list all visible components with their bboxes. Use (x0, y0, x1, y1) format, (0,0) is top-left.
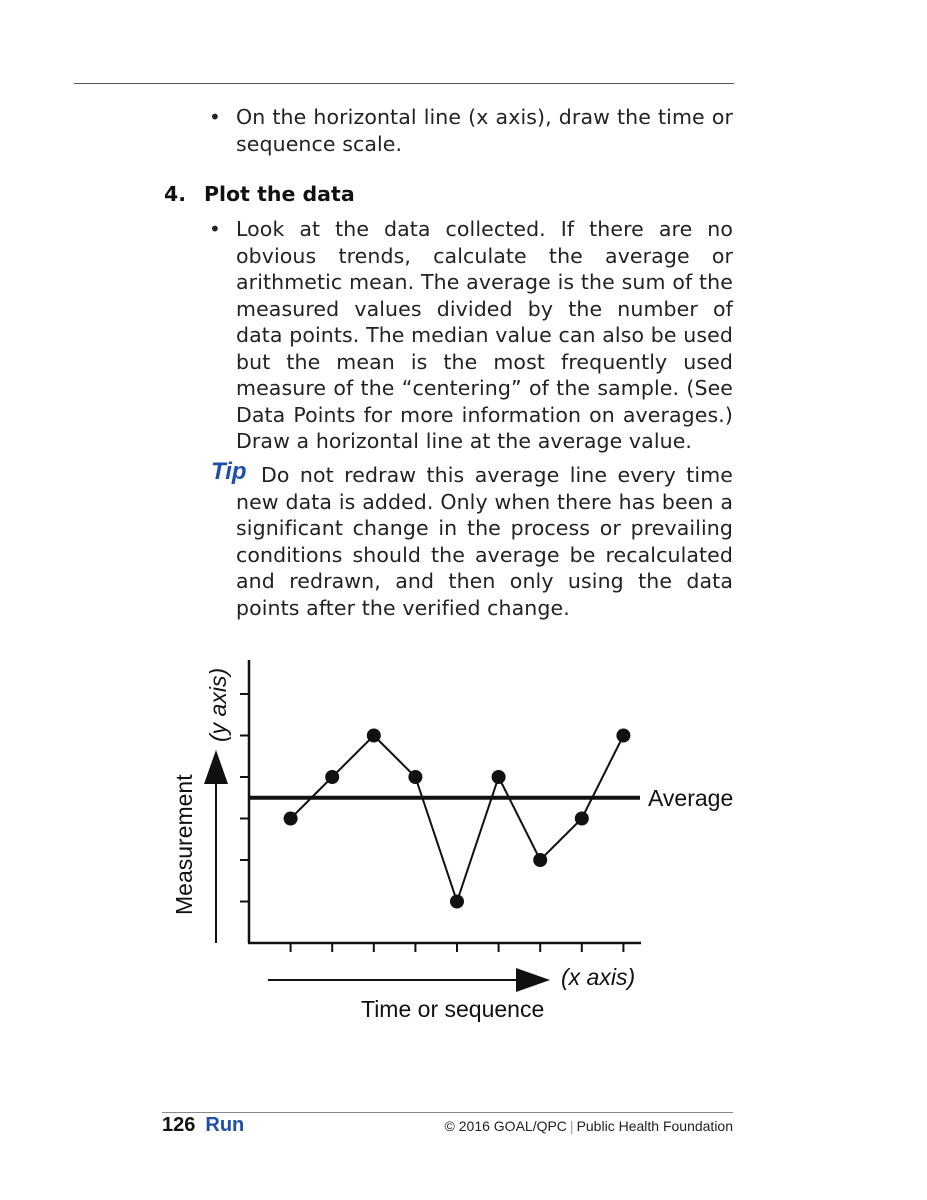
tip-text: Do not redraw this average line every time new data is added. Only when there has been a significant change in the process or prevailing conditions should the average be recalculated and redrawn, and then only using the data points after the verified change. (236, 463, 733, 620)
data-point (616, 729, 630, 743)
x-axis-label: Time or sequence (361, 996, 545, 1022)
x-axis-sub-label: (x axis) (561, 964, 636, 990)
chart-axes (171, 660, 641, 1022)
y-axis-sub-label: (y axis) (205, 667, 231, 742)
bullet-x-axis-text: On the horizontal line (x axis), draw the time or sequence scale. (236, 105, 733, 156)
copyright-text: © 2016 GOAL/QPC (444, 1118, 567, 1134)
data-point (575, 812, 589, 826)
bullet-plot-text: Look at the data collected. If there are no obvious trends, calculate the average or arithmetic mean. The average is the sum of the measured values divided by the number of data points. The median value can also be used but the mean is the most frequently used measure of the “centering” of the sample. (See Data Points for more information on averages.) Draw a horizontal line at the average value. (236, 217, 733, 453)
footer-rule (162, 1112, 733, 1113)
page-number: 126 (162, 1114, 196, 1136)
series-line (291, 736, 624, 902)
average-label: Average (648, 784, 734, 811)
footer-separator: | (569, 1118, 574, 1134)
y-arrow-head (204, 750, 228, 784)
publisher-text: Public Health Foundation (576, 1118, 733, 1134)
y-axis-label: Measurement (171, 774, 197, 915)
data-point (533, 853, 547, 867)
data-point (284, 812, 298, 826)
bullet-dot: • (209, 105, 221, 129)
section-name: Run (205, 1114, 245, 1136)
data-point (408, 770, 422, 784)
step-number: 4. (164, 182, 187, 206)
data-point (367, 729, 381, 743)
x-arrow-head (516, 968, 550, 992)
data-point (492, 770, 506, 784)
data-point (450, 895, 464, 909)
data-point (325, 770, 339, 784)
tip-label: Tip (211, 458, 247, 485)
bullet-dot: • (209, 217, 221, 241)
step-title: Plot the data (204, 182, 355, 206)
footer-credits (445, 1118, 733, 1134)
footer-page-info (162, 1114, 244, 1137)
